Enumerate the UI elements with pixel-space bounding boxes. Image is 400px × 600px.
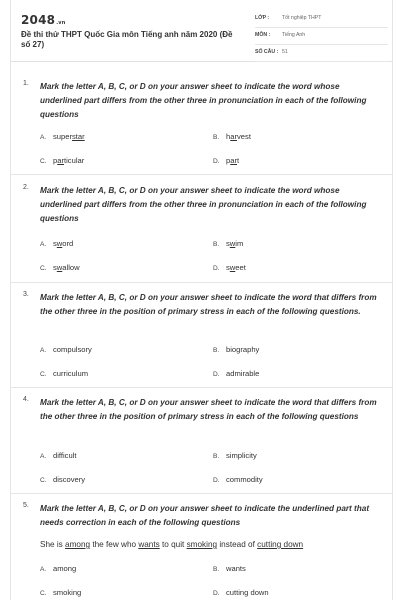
option-underlined: w bbox=[56, 239, 63, 248]
option-text: admirable bbox=[226, 369, 260, 378]
meta-value: Tốt nghiệp THPT bbox=[282, 15, 322, 21]
option-d[interactable] bbox=[213, 475, 263, 484]
site-logo[interactable] bbox=[21, 13, 66, 27]
option-text: ticular bbox=[64, 156, 85, 165]
option-label: B. bbox=[213, 566, 220, 573]
question-number: 2. bbox=[23, 184, 29, 191]
option-label: B. bbox=[213, 347, 220, 354]
question-text: Mark the letter A, B, C, or D on your answer sheet to indicate the underlined part that needs correction in each of the following questions bbox=[40, 504, 370, 527]
sentence-part: the few who bbox=[90, 540, 139, 549]
option-underlined: ar bbox=[230, 132, 237, 141]
option-b[interactable] bbox=[213, 564, 246, 573]
option-b[interactable] bbox=[213, 132, 251, 141]
option-a[interactable] bbox=[40, 345, 92, 354]
option-c[interactable] bbox=[40, 263, 80, 272]
question-divider bbox=[11, 282, 392, 283]
option-a[interactable] bbox=[40, 451, 77, 460]
sentence-part: to quit bbox=[159, 540, 187, 549]
option-text: discovery bbox=[53, 475, 86, 484]
option-text: among bbox=[53, 564, 77, 573]
option-text: wants bbox=[226, 564, 246, 573]
option-label: A. bbox=[40, 453, 47, 460]
option-label: A. bbox=[40, 347, 47, 354]
option-text: commodity bbox=[226, 475, 263, 484]
option-d[interactable] bbox=[213, 369, 259, 378]
option-underlined: ar bbox=[230, 156, 237, 165]
option-c[interactable] bbox=[40, 156, 84, 165]
option-label: B. bbox=[213, 134, 220, 141]
option-c[interactable] bbox=[40, 588, 81, 597]
option-label: A. bbox=[40, 566, 47, 573]
option-text: curriculum bbox=[53, 369, 89, 378]
question-number: 4. bbox=[23, 396, 29, 403]
sentence-part: instead of bbox=[217, 540, 258, 549]
option-a[interactable] bbox=[40, 564, 76, 573]
option-underlined: w bbox=[229, 263, 236, 272]
option-text: difficult bbox=[53, 451, 77, 460]
exam-meta bbox=[255, 11, 388, 62]
option-a[interactable] bbox=[40, 132, 85, 141]
option-text: eet bbox=[235, 263, 246, 272]
meta-row-class bbox=[255, 11, 388, 28]
option-label: C. bbox=[40, 371, 47, 378]
option-label: B. bbox=[213, 453, 220, 460]
option-label: B. bbox=[213, 241, 220, 248]
meta-row-count bbox=[255, 45, 388, 62]
option-a[interactable] bbox=[40, 239, 73, 248]
option-d[interactable] bbox=[213, 263, 246, 272]
option-text: p bbox=[53, 156, 58, 165]
question-divider bbox=[11, 387, 392, 388]
question-number: 5. bbox=[23, 502, 29, 509]
option-underlined: star bbox=[72, 132, 85, 141]
option-text: super bbox=[53, 132, 72, 141]
exam-header bbox=[11, 0, 392, 62]
sentence-underlined-a: among bbox=[65, 540, 91, 549]
option-text: t bbox=[237, 156, 240, 165]
option-label: C. bbox=[40, 477, 47, 484]
option-b[interactable] bbox=[213, 239, 243, 248]
option-label: C. bbox=[40, 158, 47, 165]
option-underlined: ar bbox=[57, 156, 64, 165]
meta-key: LỚP : bbox=[255, 15, 270, 21]
option-label: D. bbox=[213, 477, 220, 484]
logo-suffix: .vn bbox=[56, 20, 66, 26]
exam-page bbox=[10, 0, 393, 600]
option-text: biography bbox=[226, 345, 260, 354]
meta-value: Tiếng Anh bbox=[282, 32, 306, 38]
option-underlined: w bbox=[56, 263, 63, 272]
sentence-underlined-c: smoking bbox=[186, 540, 218, 549]
option-label: D. bbox=[213, 265, 220, 272]
option-text: s bbox=[226, 239, 230, 248]
meta-row-subject bbox=[255, 28, 388, 45]
question-text: Mark the letter A, B, C, or D on your answer sheet to indicate the word whose underlined part differs from the other three in pronunciation in each of the following questions bbox=[40, 82, 367, 119]
option-text: s bbox=[226, 263, 230, 272]
option-b[interactable] bbox=[213, 345, 259, 354]
option-text: im bbox=[235, 239, 244, 248]
option-label: D. bbox=[213, 158, 220, 165]
exam-title: Đề thi thử THPT Quốc Gia môn Tiếng anh năm 2020 (Đề số 27) bbox=[21, 30, 233, 49]
option-text: compulsory bbox=[53, 345, 92, 354]
question-text: Mark the letter A, B, C, or D on your answer sheet to indicate the word that differs from the other three in the position of primary stress in each of the following questions bbox=[40, 398, 377, 421]
option-label: C. bbox=[40, 590, 47, 597]
option-text: smoking bbox=[53, 588, 82, 597]
sentence-underlined-d: cutting down bbox=[257, 540, 304, 549]
question-text: Mark the letter A, B, C, or D on your answer sheet to indicate the word that differs from the other three in the position of primary stress in each of the following questions. bbox=[40, 293, 377, 316]
question-text: Mark the letter A, B, C, or D on your answer sheet to indicate the word whose underlined part differs from the other three in pronunciation in each of the following questions bbox=[40, 186, 367, 223]
question-divider bbox=[11, 493, 392, 494]
option-text: h bbox=[226, 132, 231, 141]
question-sentence bbox=[40, 539, 382, 551]
option-text: vest bbox=[237, 132, 251, 141]
option-c[interactable] bbox=[40, 475, 85, 484]
option-text: simplicity bbox=[226, 451, 257, 460]
option-text: allow bbox=[62, 263, 80, 272]
option-label: A. bbox=[40, 134, 47, 141]
meta-key: MÔN : bbox=[255, 32, 271, 38]
option-text: s bbox=[53, 263, 57, 272]
option-d[interactable] bbox=[213, 588, 269, 597]
option-label: D. bbox=[213, 590, 220, 597]
option-label: A. bbox=[40, 241, 47, 248]
option-label: C. bbox=[40, 265, 47, 272]
question-number: 1. bbox=[23, 80, 29, 87]
sentence-part: She is bbox=[40, 540, 66, 549]
option-text: cutting down bbox=[226, 588, 269, 597]
option-b[interactable] bbox=[213, 451, 257, 460]
logo-text: 2048 bbox=[21, 13, 56, 27]
option-d[interactable] bbox=[213, 156, 239, 165]
meta-value: 51 bbox=[282, 49, 288, 55]
sentence-underlined-b: wants bbox=[138, 540, 160, 549]
option-text: s bbox=[53, 239, 57, 248]
question-divider bbox=[11, 174, 392, 175]
option-label: D. bbox=[213, 371, 220, 378]
meta-key: SỐ CÂU : bbox=[255, 49, 279, 55]
option-underlined: w bbox=[229, 239, 236, 248]
option-text: p bbox=[226, 156, 231, 165]
question-number: 3. bbox=[23, 291, 29, 298]
option-text: ord bbox=[62, 239, 74, 248]
option-c[interactable] bbox=[40, 369, 88, 378]
